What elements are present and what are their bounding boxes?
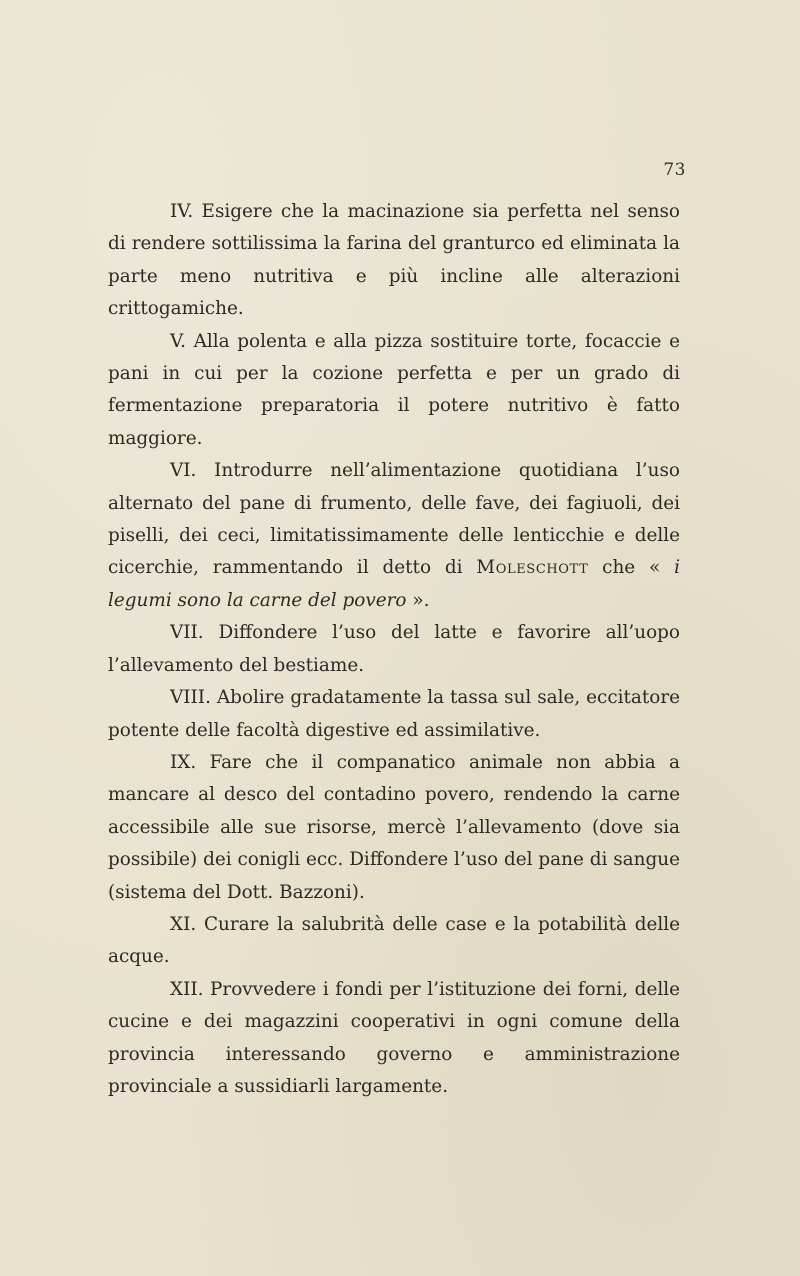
item-text: Diffondere l’uso del latte e favorire all’uopo l’allevamento del bestiame. [108,622,680,676]
list-item-xi [108,909,680,974]
item-text: Fare che il companatico animale non abbia a mancare al desco del contadino povero, rendendo la carne accessibile alle sue risorse, mercè l’allevamento (dove sia possibile) dei conigli ecc. Diffondere l’uso del pane di sangue (sistema del Dott. Bazzoni). [108,751,680,903]
list-item-iv [108,196,680,326]
list-item-vi [108,455,680,617]
list-item-xii [108,974,680,1104]
item-text: Abolire gradatamente la tassa sul sale, eccitatore potente delle facoltà digestive ed assimilative. [108,687,680,741]
quotation: i legumi sono la carne del povero [108,557,680,611]
item-numeral: VII. [170,622,204,644]
item-text: Introdurre nell’alimentazione quotidiana l’uso alternato del pane di frumento, delle fave, dei fagiuoli, dei piselli, dei ceci, limitatissimamente delle lenticchie e delle cicerchie, rammentando il detto di [108,460,680,579]
item-numeral: XII. [170,978,204,1000]
item-text: Provvedere i fondi per l’istituzione dei forni, delle cucine e dei magazzini cooperativi in ogni comune della provincia interessando governo e amministrazione provinciale a sussidiarli largamente. [108,978,680,1097]
item-numeral: XI. [170,913,197,935]
recommendations-list [108,196,680,1103]
list-item-vii [108,617,680,682]
list-item-viii [108,682,680,747]
item-numeral: VIII. [170,687,211,709]
item-numeral: IX. [170,751,197,773]
list-item-v [108,326,680,456]
item-numeral: IV. [170,201,194,222]
author-name: Moleschott [476,557,589,579]
item-numeral: VI. [170,460,197,482]
item-text: Curare la salubrità delle case e la potabilità delle acque. [108,913,680,968]
item-text: Esigere che la macinazione sia perfetta nel senso di rendere sottilissima la farina del granturco ed eliminata la parte meno nutritiva e più incline alle alterazioni crittogamiche. [108,201,680,320]
item-text-middle: che « [602,557,661,579]
page-number: 73 [663,160,686,180]
item-text-after: ». [412,589,430,611]
item-numeral: V. [170,330,186,352]
list-item-ix [108,747,680,909]
item-text: Alla polenta e alla pizza sostituire torte, focaccie e pani in cui per la cozione perfetta e per un grado di fermentazione preparatoria il potere nutritivo è fatto maggiore. [108,330,680,449]
